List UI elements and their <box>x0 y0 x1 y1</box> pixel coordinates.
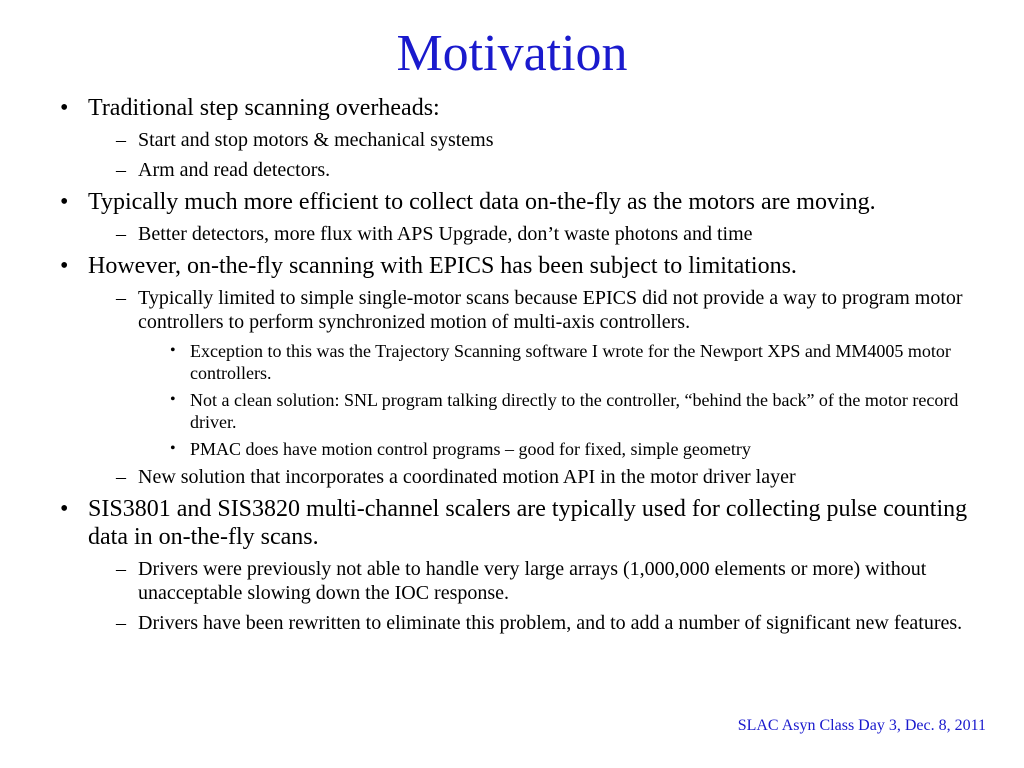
dash-marker: – <box>116 129 126 151</box>
slide-footer: SLAC Asyn Class Day 3, Dec. 8, 2011 <box>737 717 986 734</box>
bullet-text: Drivers have been rewritten to eliminate this problem, and to add a number of significant new features. <box>138 612 963 634</box>
bullet-level3 <box>168 340 990 384</box>
bullet-level2 <box>116 557 990 605</box>
bullet-level1 <box>60 94 990 122</box>
bullet-marker: • <box>60 189 69 215</box>
bullet-level2 <box>116 286 990 334</box>
dash-marker: – <box>116 466 126 488</box>
dash-marker: – <box>116 612 126 634</box>
bullet-level1 <box>60 252 990 280</box>
dash-marker: – <box>116 223 126 245</box>
bullet-text: New solution that incorporates a coordinated motion API in the motor driver layer <box>138 466 796 488</box>
bullet-text: Drivers were previously not able to handle very large arrays (1,000,000 elements or more) without unacceptable slowing down the IOC response. <box>138 558 927 604</box>
bullet-level2 <box>116 222 990 246</box>
bullet-text: Traditional step scanning overheads: <box>88 95 440 121</box>
bullet-marker: • <box>170 342 176 359</box>
bullet-level1 <box>60 495 990 551</box>
bullet-text: Typically much more efficient to collect data on-the-fly as the motors are moving. <box>88 189 876 215</box>
slide-title: Motivation <box>396 25 628 82</box>
bullet-marker: • <box>170 440 176 457</box>
bullet-level2 <box>116 611 990 635</box>
bullet-level3 <box>168 438 990 460</box>
bullet-text: Exception to this was the Trajectory Scanning software I wrote for the Newport XPS and MM4005 motor controllers. <box>190 341 951 383</box>
bullet-level2 <box>116 465 990 489</box>
bullet-text: Arm and read detectors. <box>138 159 331 181</box>
bullet-text: Typically limited to simple single-motor scans because EPICS did not provide a way to program motor controllers to perform synchronized motion of multi-axis controllers. <box>138 287 963 333</box>
bullet-text: Not a clean solution: SNL program talking directly to the controller, “behind the back” of the motor record driver. <box>190 390 959 432</box>
bullet-level3 <box>168 389 990 433</box>
bullet-text: Better detectors, more flux with APS Upgrade, don’t waste photons and time <box>138 223 753 245</box>
bullet-marker: • <box>60 95 69 121</box>
bullet-level1 <box>60 188 990 216</box>
bullet-text: SIS3801 and SIS3820 multi-channel scalers are typically used for collecting pulse counting data in on-the-fly scans. <box>88 496 968 550</box>
bullet-text: Start and stop motors & mechanical systems <box>138 129 494 151</box>
bullet-level2 <box>116 158 990 182</box>
bullet-marker: • <box>60 496 69 522</box>
slide-body <box>60 94 990 641</box>
dash-marker: – <box>116 159 126 181</box>
bullet-marker: • <box>170 391 176 408</box>
bullet-text: PMAC does have motion control programs – good for fixed, simple geometry <box>190 439 751 459</box>
bullet-marker: • <box>60 253 69 279</box>
dash-marker: – <box>116 558 126 580</box>
dash-marker: – <box>116 287 126 309</box>
bullet-text: However, on-the-fly scanning with EPICS has been subject to limitations. <box>88 253 797 279</box>
bullet-level2 <box>116 128 990 152</box>
